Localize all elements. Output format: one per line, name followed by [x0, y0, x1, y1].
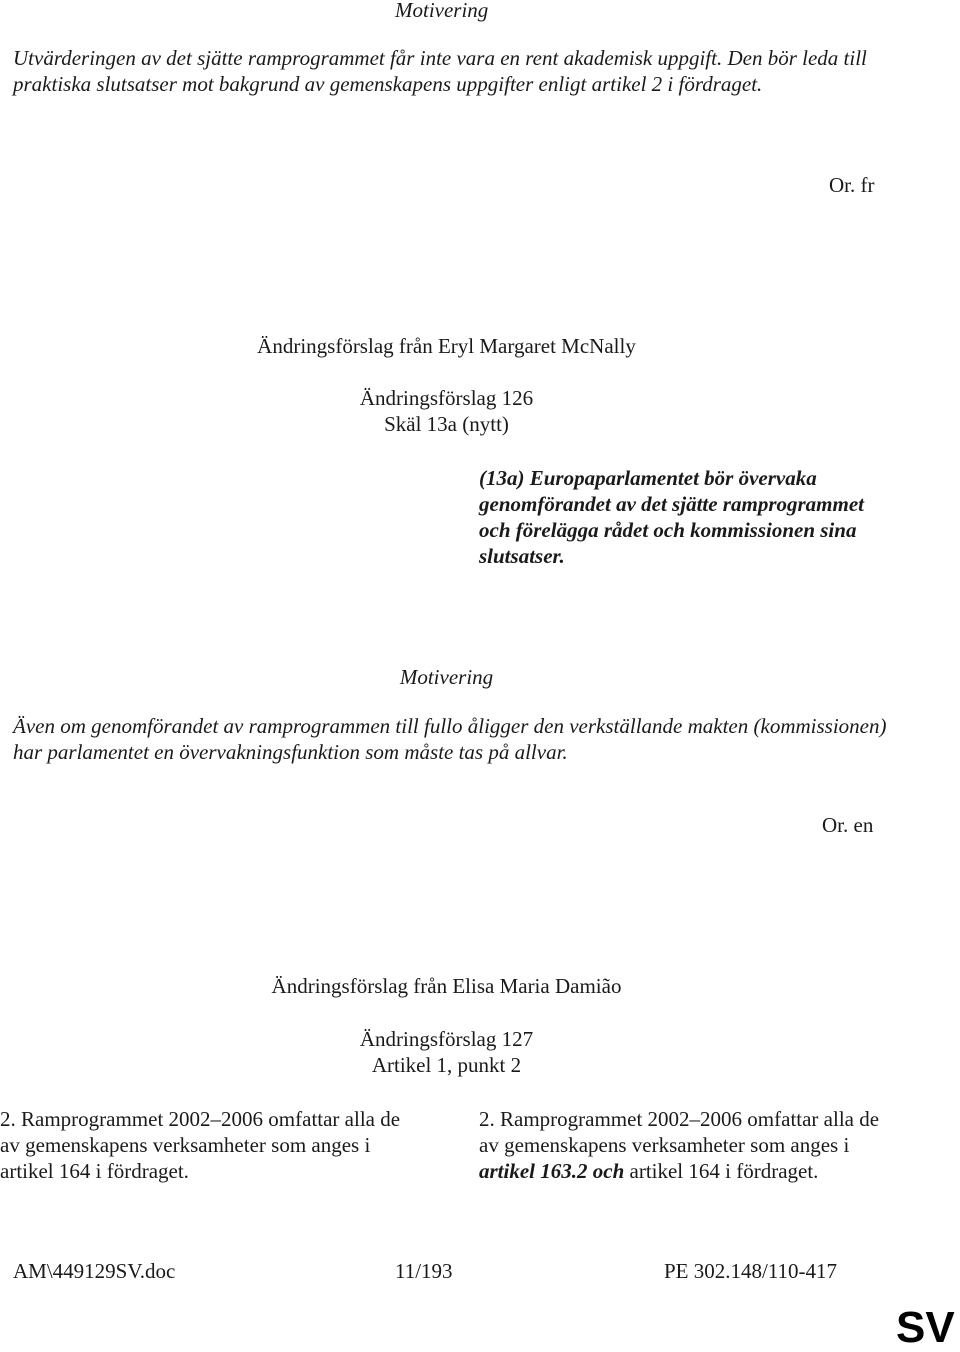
footer-pe-ref: PE 302.148/110-417: [664, 1259, 838, 1283]
original-language: Or. en: [822, 813, 874, 837]
amendment-number: Ändringsförslag 127: [359, 1027, 534, 1051]
amended-text-part: artikel 164 i fördraget.: [624, 1159, 819, 1183]
amended-text-part: 2. Ramprogrammet 2002–2006 omfattar alla de av gemenskapens verksamheter som anges i: [479, 1107, 880, 1157]
amendment-target: Skäl 13a (nytt): [384, 412, 509, 436]
amendment-author: Ändringsförslag från Elisa Maria Damião: [271, 974, 622, 998]
motivering-heading: Motivering: [395, 0, 489, 22]
amended-text: (13a) Europaparlamentet bör övervaka genomförandet av det sjätte ramprogrammet och förelägga rådet och kommissionen sina slutsatser.: [479, 466, 864, 568]
inserted-text: artikel 163.2 och: [479, 1159, 625, 1183]
justification-text: Utvärderingen av det sjätte ramprogrammet får inte vara en rent akademisk uppgift. Den bör leda till praktiska slutsatser mot bakgrund av gemenskapens uppgifter enligt artikel 2 i fördraget.: [13, 46, 867, 96]
amendment-number: Ändringsförslag 126: [359, 386, 534, 410]
original-text-column: 2. Ramprogrammet 2002–2006 omfattar alla de av gemenskapens verksamheter som anges i artikel 164 i fördraget.: [0, 1107, 401, 1183]
justification-text: Även om genomförandet av ramprogrammen till fullo åligger den verkställande makten (kommissionen) har parlamentet en övervakningsfunktion som måste tas på allvar.: [13, 714, 887, 764]
original-language: Or. fr: [829, 173, 875, 197]
amended-text-column: [479, 1106, 897, 1184]
amendment-author: Ändringsförslag från Eryl Margaret McNally: [257, 334, 636, 358]
language-code: SV: [896, 1303, 955, 1352]
footer-page-number: 11/193: [395, 1259, 453, 1283]
footer-doc-ref: AM\449129SV.doc: [13, 1259, 176, 1283]
motivering-heading: Motivering: [399, 665, 494, 689]
amendment-target: Artikel 1, punkt 2: [371, 1053, 522, 1077]
